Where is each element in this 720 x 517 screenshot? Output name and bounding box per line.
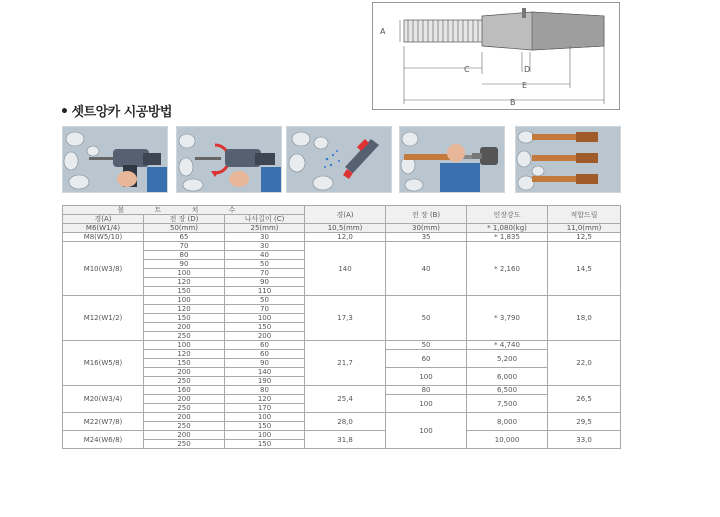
table-row	[63, 242, 621, 251]
length-b-cell: 80	[386, 386, 467, 395]
length-d-cell: 150	[144, 359, 225, 368]
tensile-cell: 6,000	[467, 368, 548, 386]
length-d-cell: 120	[144, 278, 225, 287]
thread-c-cell: 150	[225, 440, 305, 449]
tensile-cell: * 3,790	[467, 296, 548, 341]
thread-c-cell: 190	[225, 377, 305, 386]
thread-c-cell: 170	[225, 404, 305, 413]
thread-c-cell: 150	[225, 422, 305, 431]
thread-c-cell: 40	[225, 251, 305, 260]
spec-table-body	[63, 233, 621, 449]
table-cell: M6(W1/4)	[63, 224, 144, 233]
anchor-dimension-diagram	[372, 2, 620, 110]
diameter-a-cell: 140	[305, 242, 386, 296]
table-row	[63, 233, 621, 242]
label-d: D	[524, 65, 531, 74]
table-cell: 25(mm)	[225, 224, 305, 233]
drill-cell: 22,0	[548, 341, 621, 386]
bolt-size-cell: M16(W5/8)	[63, 341, 144, 386]
length-d-cell: 160	[144, 386, 225, 395]
length-d-cell: 250	[144, 404, 225, 413]
length-d-cell: 200	[144, 413, 225, 422]
length-d-cell: 120	[144, 305, 225, 314]
length-b-cell: 50	[386, 296, 467, 341]
length-d-cell: 200	[144, 431, 225, 440]
diameter-a-cell: 31,8	[305, 431, 386, 449]
thread-c-cell: 90	[225, 359, 305, 368]
tensile-header: 인장강도	[467, 206, 548, 224]
installed-anchors-icon	[516, 127, 620, 192]
length-b-cell: 50	[386, 341, 467, 350]
length-d-cell: 80	[144, 251, 225, 260]
length-d-cell: 70	[144, 242, 225, 251]
length-d-header: 전 장 (D)	[144, 215, 225, 224]
tensile-cell: * 1,835	[467, 233, 548, 242]
length-d-cell: 250	[144, 440, 225, 449]
blow-dust-step-icon	[287, 127, 391, 192]
tensile-cell: 8,000	[467, 413, 548, 431]
length-d-cell: 150	[144, 314, 225, 323]
thread-c-cell: 100	[225, 431, 305, 440]
diameter-a-cell: 17,3	[305, 296, 386, 341]
section-title	[60, 101, 172, 120]
table-row	[63, 386, 621, 395]
length-d-cell: 250	[144, 422, 225, 431]
bolt-size-cell: M10(W3/8)	[63, 242, 144, 296]
diameter-a-cell: 25,4	[305, 386, 386, 413]
thread-c-cell: 200	[225, 332, 305, 341]
thread-c-cell: 50	[225, 296, 305, 305]
diameter-a-header: 경(A)	[305, 206, 386, 224]
table-cell: 11,0(mm)	[548, 224, 621, 233]
section-title-text: 셋트앙카 시공방법	[71, 105, 172, 120]
step-5-installed-photo	[515, 126, 621, 193]
thread-c-cell: 120	[225, 395, 305, 404]
hammer-insert-step-icon	[400, 127, 504, 192]
thread-c-cell: 150	[225, 323, 305, 332]
drill-cell: 12,5	[548, 233, 621, 242]
spec-table	[62, 205, 621, 449]
tensile-cell: * 2,160	[467, 242, 548, 296]
bolt-size-cell: M24(W6/8)	[63, 431, 144, 449]
drill-step-icon	[63, 127, 167, 192]
drill-cell: 26,5	[548, 386, 621, 413]
drill-cell: 29,5	[548, 413, 621, 431]
drill-cell: 18,0	[548, 296, 621, 341]
table-units-row	[63, 224, 621, 233]
tensile-cell: 5,200	[467, 350, 548, 368]
label-c: C	[464, 65, 470, 74]
bullet-icon: •	[60, 104, 69, 120]
diameter-header: 경(A)	[63, 215, 144, 224]
tensile-cell: 6,500	[467, 386, 548, 395]
length-d-cell: 250	[144, 377, 225, 386]
length-d-cell: 200	[144, 368, 225, 377]
length-b-cell: 100	[386, 395, 467, 413]
step-3-blow-photo	[286, 126, 392, 193]
diameter-a-cell: 12,0	[305, 233, 386, 242]
drill-cell: 14,5	[548, 242, 621, 296]
thread-c-cell: 60	[225, 341, 305, 350]
bolt-size-header: 볼 트 치 수	[63, 206, 305, 215]
length-d-cell: 200	[144, 323, 225, 332]
thread-c-cell: 140	[225, 368, 305, 377]
length-d-cell: 150	[144, 287, 225, 296]
diameter-a-cell: 28,0	[305, 413, 386, 431]
thread-c-cell: 50	[225, 260, 305, 269]
table-row	[63, 413, 621, 422]
thread-c-cell: 60	[225, 350, 305, 359]
length-b-header: 전 장 (B)	[386, 206, 467, 224]
length-d-cell: 200	[144, 395, 225, 404]
drill-cell: 33,0	[548, 431, 621, 449]
thread-c-cell: 70	[225, 269, 305, 278]
length-b-cell: 35	[386, 233, 467, 242]
thread-c-cell: 100	[225, 314, 305, 323]
length-d-cell: 90	[144, 260, 225, 269]
drill-header: 적합드릴	[548, 206, 621, 224]
bolt-size-cell: M22(W7/8)	[63, 413, 144, 431]
length-b-cell: 100	[386, 413, 467, 449]
step-2-rotate-photo	[176, 126, 282, 193]
thread-c-cell: 80	[225, 386, 305, 395]
thread-c-cell: 70	[225, 305, 305, 314]
diameter-a-cell: 21,7	[305, 341, 386, 386]
table-row	[63, 431, 621, 440]
thread-c-header: 나사길이 (C)	[225, 215, 305, 224]
table-cell: 50(mm)	[144, 224, 225, 233]
length-d-cell: 100	[144, 269, 225, 278]
bolt-size-cell: M12(W1/2)	[63, 296, 144, 341]
thread-c-cell: 30	[225, 242, 305, 251]
bolt-size-cell: M8(W5/10)	[63, 233, 144, 242]
thread-c-cell: 110	[225, 287, 305, 296]
label-b: B	[510, 98, 516, 107]
table-row	[63, 341, 621, 350]
length-d-cell: 65	[144, 233, 225, 242]
drill-rotate-step-icon	[177, 127, 281, 192]
table-cell: 10,5(mm)	[305, 224, 386, 233]
thread-c-cell: 30	[225, 233, 305, 242]
length-b-cell: 40	[386, 242, 467, 296]
table-cell: * 1,080(kg)	[467, 224, 548, 233]
length-b-cell: 100	[386, 368, 467, 386]
tensile-cell: 7,500	[467, 395, 548, 413]
length-d-cell: 100	[144, 296, 225, 305]
thread-c-cell: 100	[225, 413, 305, 422]
length-d-cell: 120	[144, 350, 225, 359]
length-d-cell: 250	[144, 332, 225, 341]
length-d-cell: 100	[144, 341, 225, 350]
table-row	[63, 296, 621, 305]
tensile-cell: 10,000	[467, 431, 548, 449]
step-4-hammer-photo	[399, 126, 505, 193]
bolt-size-cell: M20(W3/4)	[63, 386, 144, 413]
step-1-drill-photo	[62, 126, 168, 193]
label-e: E	[522, 81, 528, 90]
label-a: A	[380, 27, 386, 36]
table-header-row-1	[63, 206, 621, 215]
table-cell: 30(mm)	[386, 224, 467, 233]
length-b-cell: 60	[386, 350, 467, 368]
thread-c-cell: 90	[225, 278, 305, 287]
tensile-cell: * 4,740	[467, 341, 548, 350]
